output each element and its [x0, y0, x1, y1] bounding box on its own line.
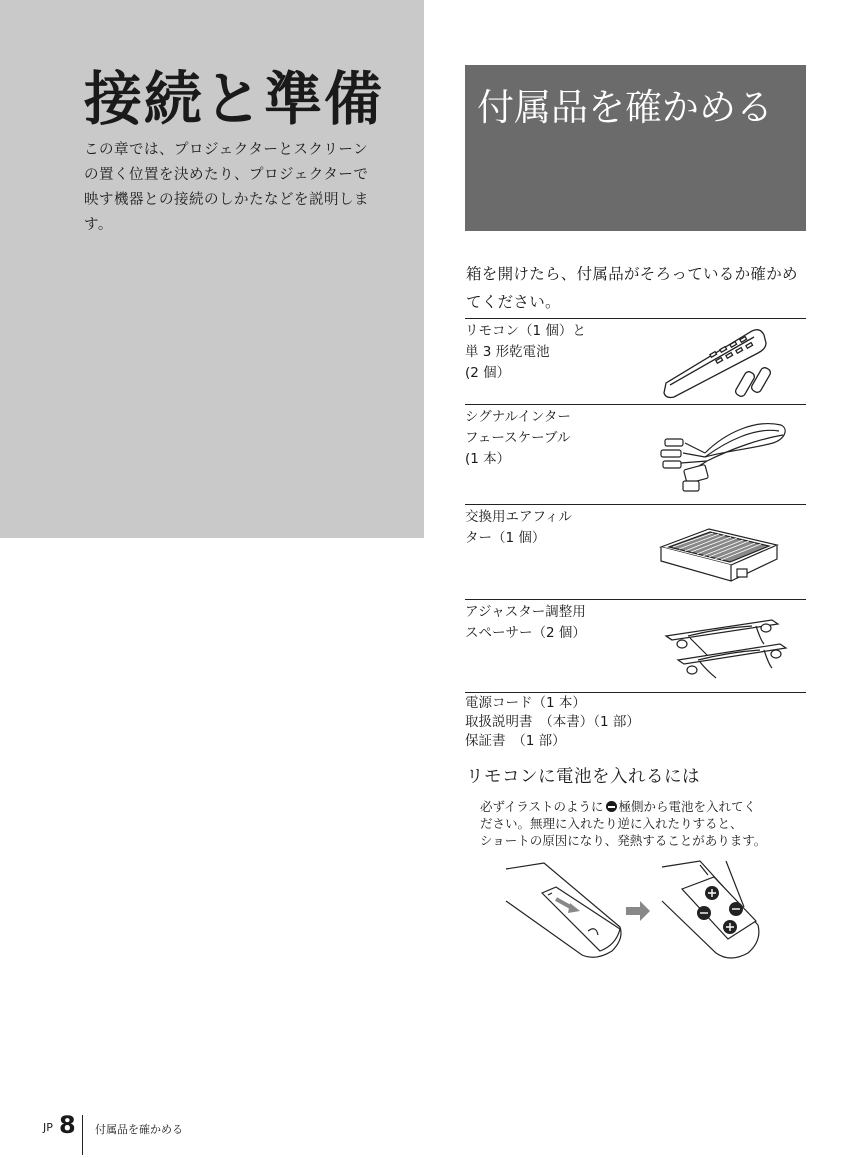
signal-interface-cable-illustration [655, 413, 795, 499]
accessory-item-line: ター（1 個） [465, 530, 546, 546]
accessory-item-label [465, 407, 571, 470]
accessory-item-air-filter [465, 504, 806, 600]
remote-and-batteries-illustration [660, 323, 790, 401]
page-number: 8 [59, 1111, 76, 1139]
section-title: 付属品を確かめる [477, 86, 773, 129]
chapter-title: 接続と準備 [84, 65, 385, 133]
document-line: 保証書 （1 部） [465, 733, 566, 749]
included-documents [465, 692, 806, 751]
section-lead [466, 260, 810, 316]
accessory-item-line: 交換用エアフィル [465, 509, 572, 525]
battery-note-line: ださい。無理に入れたり逆に入れたりすると、 [480, 816, 743, 831]
footer-divider [82, 1115, 83, 1155]
section-lead-line: 箱を開けたら、付属品がそろっているか確かめ [466, 265, 798, 283]
battery-note [480, 798, 800, 849]
air-filter-illustration [655, 519, 785, 589]
chapter-intro-line: す。 [84, 217, 113, 233]
chapter-intro-line: この章では、プロジェクターとスクリーン [84, 142, 369, 158]
accessory-item-label [465, 602, 586, 644]
adjuster-spacer-illustration [660, 614, 790, 684]
battery-install-illustration [500, 855, 780, 975]
accessory-item-cable [465, 404, 806, 505]
accessory-item-label [465, 321, 586, 384]
section-lead-line: てください。 [466, 293, 561, 311]
chapter-intro [84, 138, 396, 238]
accessory-item-line: スペーサー（2 個） [465, 625, 586, 641]
accessory-item-line: シグナルインター [465, 409, 571, 425]
document-line: 電源コード（1 本） [465, 695, 586, 711]
battery-note-line [480, 798, 800, 815]
battery-install-heading: リモコンに電池を入れるには [466, 767, 700, 787]
accessory-item-label [465, 507, 572, 549]
accessory-item-line: フェースケーブル [465, 430, 571, 446]
footer-prefix: JP [43, 1121, 53, 1134]
accessory-item-line: アジャスター調整用 [465, 604, 586, 620]
battery-note-text: 必ずイラストのように [480, 799, 604, 814]
chapter-intro-line: の置く位置を決めたり、プロジェクターで [84, 167, 369, 183]
accessory-item-remote [465, 318, 806, 405]
accessory-item-line: (2 個） [465, 365, 511, 381]
minus-pole-icon [606, 801, 617, 812]
battery-note-line: ショートの原因になり、発熱することがあります。 [480, 833, 767, 848]
accessory-item-line: 単 3 形乾電池 [465, 344, 550, 360]
accessory-item-spacer [465, 599, 806, 693]
battery-note-text: 極側から電池を入れてく [618, 799, 757, 814]
document-line: 取扱説明書 （本書）（1 部） [465, 714, 640, 730]
accessory-item-line: (1 本） [465, 451, 511, 467]
chapter-intro-line: 映す機器との接続のしかたなどを説明しま [84, 192, 369, 208]
accessory-item-line: リモコン（1 個）と [465, 323, 586, 339]
chapter-panel [0, 0, 424, 538]
section-title-box [465, 65, 806, 231]
footer-section-title: 付属品を確かめる [95, 1123, 183, 1136]
